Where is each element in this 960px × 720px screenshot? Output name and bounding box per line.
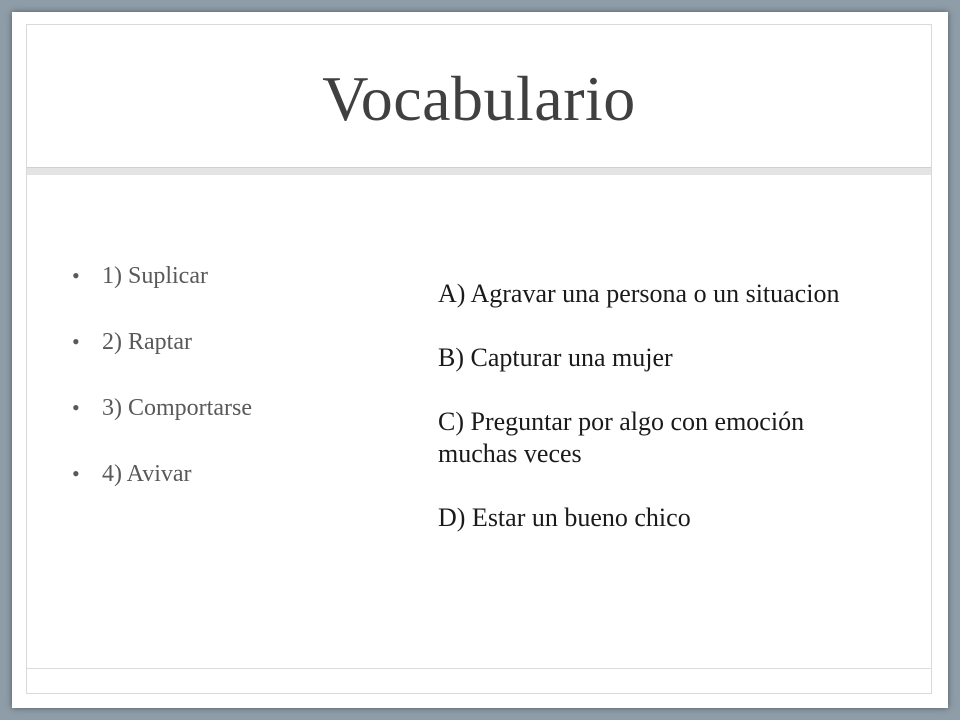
- vocabulary-term: [72, 262, 252, 328]
- title-area: [27, 25, 931, 172]
- term-text: 2) Raptar: [102, 329, 192, 355]
- definition-list: [438, 278, 858, 566]
- term-text: 1) Suplicar: [102, 263, 208, 289]
- definition-item: D) Estar un bueno chico: [438, 503, 691, 532]
- vocabulary-term-list: [72, 262, 252, 526]
- definition-item: B) Capturar una mujer: [438, 343, 673, 372]
- bullet-icon: •: [72, 461, 80, 486]
- slide-title: Vocabulario: [322, 62, 636, 134]
- definition-item: A) Agravar una persona o un situacion: [438, 279, 840, 308]
- vocabulary-term: [72, 328, 252, 394]
- term-text: 3) Comportarse: [102, 395, 252, 421]
- title-divider: [27, 167, 931, 175]
- term-text: 4) Avivar: [102, 461, 192, 487]
- bullet-icon: •: [72, 263, 80, 288]
- slide: [12, 12, 948, 708]
- bullet-icon: •: [72, 395, 80, 420]
- vocabulary-term: [72, 394, 252, 460]
- footer-divider: [27, 668, 931, 669]
- bullet-icon: •: [72, 329, 80, 354]
- definition-item: C) Preguntar por algo con emoción muchas veces: [438, 407, 805, 468]
- vocabulary-term: [72, 460, 252, 526]
